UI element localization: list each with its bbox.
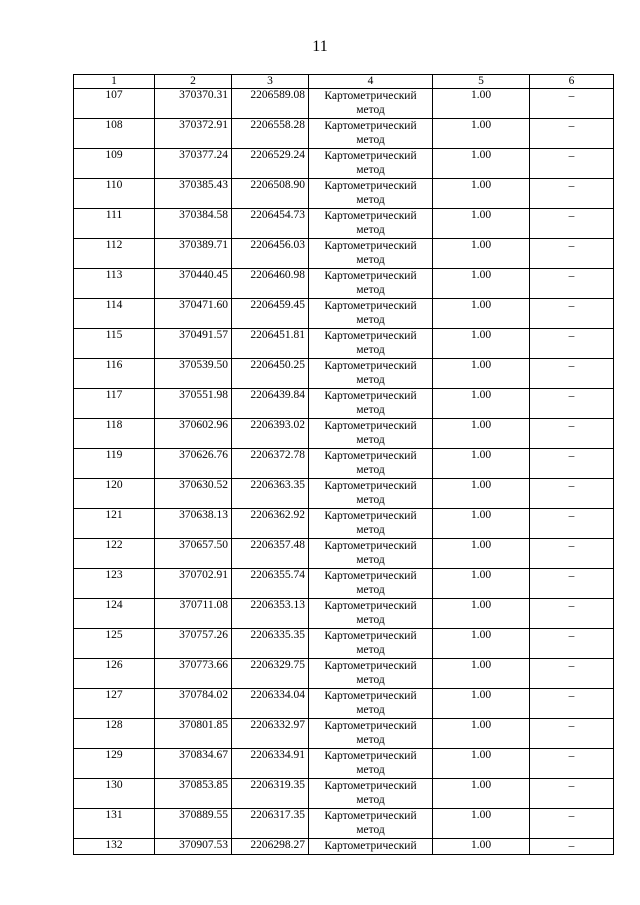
point-number-cell: 111 [74, 209, 155, 239]
point-number-cell: 119 [74, 449, 155, 479]
table-row [74, 659, 614, 689]
x-coordinate-cell: 370757.26 [155, 629, 232, 659]
x-coordinate-cell: 370370.31 [155, 89, 232, 119]
y-coordinate-cell: 2206459.45 [232, 299, 309, 329]
table-row [74, 629, 614, 659]
accuracy-cell: 1.00 [433, 689, 530, 719]
x-coordinate-cell: 370372.91 [155, 119, 232, 149]
accuracy-cell: 1.00 [433, 209, 530, 239]
point-number-cell: 131 [74, 809, 155, 839]
point-number-cell: 130 [74, 779, 155, 809]
accuracy-cell: 1.00 [433, 839, 530, 855]
point-number-cell: 123 [74, 569, 155, 599]
method-cell: Картометрический метод [309, 809, 433, 839]
y-coordinate-cell: 2206332.97 [232, 719, 309, 749]
point-number-cell: 108 [74, 119, 155, 149]
x-coordinate-cell: 370626.76 [155, 449, 232, 479]
table-row [74, 509, 614, 539]
note-cell: – [530, 839, 614, 855]
accuracy-cell: 1.00 [433, 569, 530, 599]
point-number-cell: 118 [74, 419, 155, 449]
method-cell: Картометрический метод [309, 479, 433, 509]
point-number-cell: 113 [74, 269, 155, 299]
accuracy-cell: 1.00 [433, 539, 530, 569]
table-row [74, 269, 614, 299]
y-coordinate-cell: 2206454.73 [232, 209, 309, 239]
point-number-cell: 117 [74, 389, 155, 419]
x-coordinate-cell: 370384.58 [155, 209, 232, 239]
x-coordinate-cell: 370551.98 [155, 389, 232, 419]
accuracy-cell: 1.00 [433, 149, 530, 179]
point-number-cell: 127 [74, 689, 155, 719]
column-header: 2 [155, 75, 232, 89]
table-row [74, 179, 614, 209]
table-row [74, 389, 614, 419]
method-cell: Картометрический метод [309, 689, 433, 719]
note-cell: – [530, 599, 614, 629]
method-cell: Картометрический метод [309, 659, 433, 689]
x-coordinate-cell: 370907.53 [155, 839, 232, 855]
accuracy-cell: 1.00 [433, 599, 530, 629]
note-cell: – [530, 479, 614, 509]
y-coordinate-cell: 2206334.91 [232, 749, 309, 779]
accuracy-cell: 1.00 [433, 509, 530, 539]
accuracy-cell: 1.00 [433, 419, 530, 449]
method-cell: Картометрический метод [309, 779, 433, 809]
column-header: 3 [232, 75, 309, 89]
y-coordinate-cell: 2206372.78 [232, 449, 309, 479]
table-row [74, 749, 614, 779]
method-cell: Картометрический метод [309, 269, 433, 299]
accuracy-cell: 1.00 [433, 89, 530, 119]
accuracy-cell: 1.00 [433, 479, 530, 509]
x-coordinate-cell: 370471.60 [155, 299, 232, 329]
x-coordinate-cell: 370853.85 [155, 779, 232, 809]
note-cell: – [530, 89, 614, 119]
coordinates-table [73, 74, 614, 855]
note-cell: – [530, 449, 614, 479]
note-cell: – [530, 509, 614, 539]
y-coordinate-cell: 2206460.98 [232, 269, 309, 299]
y-coordinate-cell: 2206451.81 [232, 329, 309, 359]
method-cell: Картометрический метод [309, 449, 433, 479]
note-cell: – [530, 659, 614, 689]
y-coordinate-cell: 2206363.35 [232, 479, 309, 509]
table-row [74, 599, 614, 629]
note-cell: – [530, 539, 614, 569]
table-row [74, 239, 614, 269]
accuracy-cell: 1.00 [433, 659, 530, 689]
x-coordinate-cell: 370602.96 [155, 419, 232, 449]
note-cell: – [530, 359, 614, 389]
table-row [74, 299, 614, 329]
column-header: 4 [309, 75, 433, 89]
point-number-cell: 112 [74, 239, 155, 269]
note-cell: – [530, 299, 614, 329]
method-cell: Картометрический метод [309, 179, 433, 209]
x-coordinate-cell: 370385.43 [155, 179, 232, 209]
table-row [74, 779, 614, 809]
table-row [74, 449, 614, 479]
note-cell: – [530, 209, 614, 239]
method-cell: Картометрический метод [309, 599, 433, 629]
point-number-cell: 110 [74, 179, 155, 209]
method-cell: Картометрический метод [309, 719, 433, 749]
x-coordinate-cell: 370784.02 [155, 689, 232, 719]
point-number-cell: 120 [74, 479, 155, 509]
method-cell: Картометрический метод [309, 89, 433, 119]
x-coordinate-cell: 370440.45 [155, 269, 232, 299]
note-cell: – [530, 779, 614, 809]
note-cell: – [530, 809, 614, 839]
point-number-cell: 115 [74, 329, 155, 359]
x-coordinate-cell: 370711.08 [155, 599, 232, 629]
y-coordinate-cell: 2206362.92 [232, 509, 309, 539]
y-coordinate-cell: 2206329.75 [232, 659, 309, 689]
column-header: 1 [74, 75, 155, 89]
note-cell: – [530, 689, 614, 719]
y-coordinate-cell: 2206456.03 [232, 239, 309, 269]
method-cell: Картометрический метод [309, 329, 433, 359]
table-row [74, 809, 614, 839]
page-number: 11 [312, 38, 328, 55]
y-coordinate-cell: 2206393.02 [232, 419, 309, 449]
x-coordinate-cell: 370834.67 [155, 749, 232, 779]
point-number-cell: 114 [74, 299, 155, 329]
method-cell: Картометрический метод [309, 239, 433, 269]
table-row [74, 689, 614, 719]
method-cell: Картометрический [309, 839, 433, 855]
y-coordinate-cell: 2206335.35 [232, 629, 309, 659]
point-number-cell: 129 [74, 749, 155, 779]
table-row [74, 419, 614, 449]
y-coordinate-cell: 2206357.48 [232, 539, 309, 569]
x-coordinate-cell: 370638.13 [155, 509, 232, 539]
note-cell: – [530, 569, 614, 599]
accuracy-cell: 1.00 [433, 119, 530, 149]
point-number-cell: 109 [74, 149, 155, 179]
table-row [74, 839, 614, 855]
accuracy-cell: 1.00 [433, 299, 530, 329]
x-coordinate-cell: 370773.66 [155, 659, 232, 689]
accuracy-cell: 1.00 [433, 239, 530, 269]
table-header-row [74, 75, 614, 89]
y-coordinate-cell: 2206529.24 [232, 149, 309, 179]
y-coordinate-cell: 2206508.90 [232, 179, 309, 209]
method-cell: Картометрический метод [309, 299, 433, 329]
note-cell: – [530, 719, 614, 749]
accuracy-cell: 1.00 [433, 329, 530, 359]
accuracy-cell: 1.00 [433, 449, 530, 479]
table-row [74, 209, 614, 239]
note-cell: – [530, 389, 614, 419]
method-cell: Картометрический метод [309, 539, 433, 569]
x-coordinate-cell: 370889.55 [155, 809, 232, 839]
accuracy-cell: 1.00 [433, 359, 530, 389]
x-coordinate-cell: 370630.52 [155, 479, 232, 509]
method-cell: Картометрический метод [309, 749, 433, 779]
method-cell: Картометрический метод [309, 629, 433, 659]
y-coordinate-cell: 2206558.28 [232, 119, 309, 149]
table-row [74, 479, 614, 509]
table-row [74, 569, 614, 599]
column-header: 5 [433, 75, 530, 89]
method-cell: Картометрический метод [309, 209, 433, 239]
point-number-cell: 126 [74, 659, 155, 689]
note-cell: – [530, 269, 614, 299]
y-coordinate-cell: 2206298.27 [232, 839, 309, 855]
table-row [74, 149, 614, 179]
y-coordinate-cell: 2206353.13 [232, 599, 309, 629]
method-cell: Картометрический метод [309, 509, 433, 539]
point-number-cell: 128 [74, 719, 155, 749]
note-cell: – [530, 239, 614, 269]
accuracy-cell: 1.00 [433, 629, 530, 659]
y-coordinate-cell: 2206317.35 [232, 809, 309, 839]
accuracy-cell: 1.00 [433, 719, 530, 749]
x-coordinate-cell: 370389.71 [155, 239, 232, 269]
y-coordinate-cell: 2206334.04 [232, 689, 309, 719]
point-number-cell: 122 [74, 539, 155, 569]
note-cell: – [530, 629, 614, 659]
table-row [74, 719, 614, 749]
note-cell: – [530, 119, 614, 149]
note-cell: – [530, 749, 614, 779]
note-cell: – [530, 329, 614, 359]
table-row [74, 359, 614, 389]
method-cell: Картометрический метод [309, 359, 433, 389]
point-number-cell: 121 [74, 509, 155, 539]
y-coordinate-cell: 2206319.35 [232, 779, 309, 809]
note-cell: – [530, 149, 614, 179]
point-number-cell: 132 [74, 839, 155, 855]
point-number-cell: 107 [74, 89, 155, 119]
note-cell: – [530, 419, 614, 449]
note-cell: – [530, 179, 614, 209]
y-coordinate-cell: 2206589.08 [232, 89, 309, 119]
point-number-cell: 116 [74, 359, 155, 389]
column-header: 6 [530, 75, 614, 89]
accuracy-cell: 1.00 [433, 779, 530, 809]
table-row [74, 539, 614, 569]
accuracy-cell: 1.00 [433, 749, 530, 779]
y-coordinate-cell: 2206450.25 [232, 359, 309, 389]
y-coordinate-cell: 2206439.84 [232, 389, 309, 419]
accuracy-cell: 1.00 [433, 389, 530, 419]
y-coordinate-cell: 2206355.74 [232, 569, 309, 599]
table-row [74, 329, 614, 359]
accuracy-cell: 1.00 [433, 269, 530, 299]
point-number-cell: 124 [74, 599, 155, 629]
table-body [74, 75, 614, 855]
x-coordinate-cell: 370801.85 [155, 719, 232, 749]
method-cell: Картометрический метод [309, 389, 433, 419]
x-coordinate-cell: 370702.91 [155, 569, 232, 599]
method-cell: Картометрический метод [309, 149, 433, 179]
accuracy-cell: 1.00 [433, 809, 530, 839]
accuracy-cell: 1.00 [433, 179, 530, 209]
x-coordinate-cell: 370539.50 [155, 359, 232, 389]
method-cell: Картометрический метод [309, 569, 433, 599]
method-cell: Картометрический метод [309, 119, 433, 149]
x-coordinate-cell: 370657.50 [155, 539, 232, 569]
point-number-cell: 125 [74, 629, 155, 659]
table-row [74, 119, 614, 149]
method-cell: Картометрический метод [309, 419, 433, 449]
x-coordinate-cell: 370491.57 [155, 329, 232, 359]
table-row [74, 89, 614, 119]
x-coordinate-cell: 370377.24 [155, 149, 232, 179]
